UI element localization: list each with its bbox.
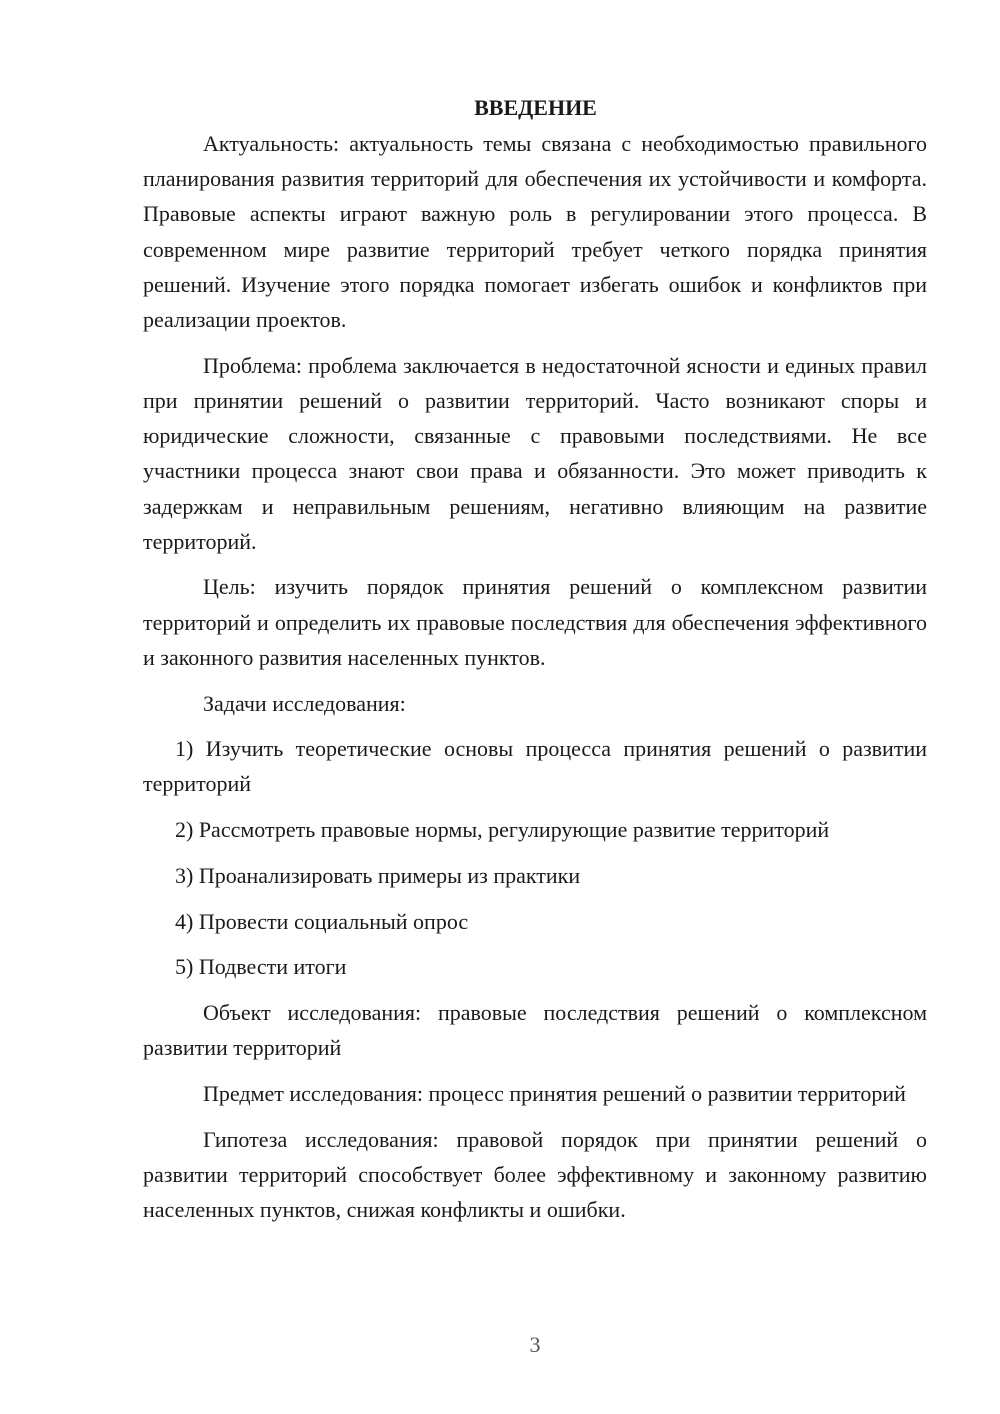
page-number: 3 — [529, 1332, 541, 1357]
task-item-3: 3) Проанализировать примеры из практики — [175, 862, 581, 888]
task-item-5: 5) Подвести итоги — [175, 954, 347, 980]
hypothesis-paragraph: Гипотеза исследования: правовой порядок при принятии решений о развитии территорий способствует более эффективному и законному развитию населенных пунктов, снижая конфликты и ошибки. — [143, 1126, 927, 1222]
document-page — [143, 90, 927, 1227]
task-item-4: 4) Провести социальный опрос — [175, 908, 469, 934]
page-title: ВВЕДЕНИЕ — [474, 95, 597, 120]
problem-paragraph: Проблема: проблема заключается в недостаточной ясности и единых правил при принятии решений о развитии территорий. Часто возникают споры и юридические сложности, связанные с правовыми последствиями. Не все участники процесса знают свои права и обязанности. Это может приводить к задержкам и неправильным решениям, негативно влияющим на развитие территорий. — [143, 352, 927, 554]
subject-paragraph: Предмет исследования: процесс принятия решений о развитии территорий — [203, 1080, 906, 1106]
task-item-2: 2) Рассмотреть правовые нормы, регулирующие развитие территорий — [175, 817, 830, 843]
object-paragraph: Объект исследования: правовые последствия решений о комплексном развитии территорий — [143, 999, 927, 1061]
task-item-1: 1) Изучить теоретические основы процесса принятия решений о развитии территорий — [143, 736, 927, 797]
relevance-paragraph: Актуальность: актуальность темы связана с необходимостью правильного планирования развития территорий для обеспечения их устойчивости и комфорта. Правовые аспекты играют важную роль в регулировании этого процесса. В современном мире развитие территорий требует четкого порядка принятия решений. Изучение этого порядка помогает избегать ошибок и конфликтов при реализации проектов. — [143, 131, 927, 333]
goal-paragraph: Цель: изучить порядок принятия решений о комплексном развитии территорий и определить их правовые последствия для обеспечения эффективного и законного развития населенных пунктов. — [143, 574, 927, 670]
tasks-heading: Задачи исследования: — [203, 690, 406, 716]
